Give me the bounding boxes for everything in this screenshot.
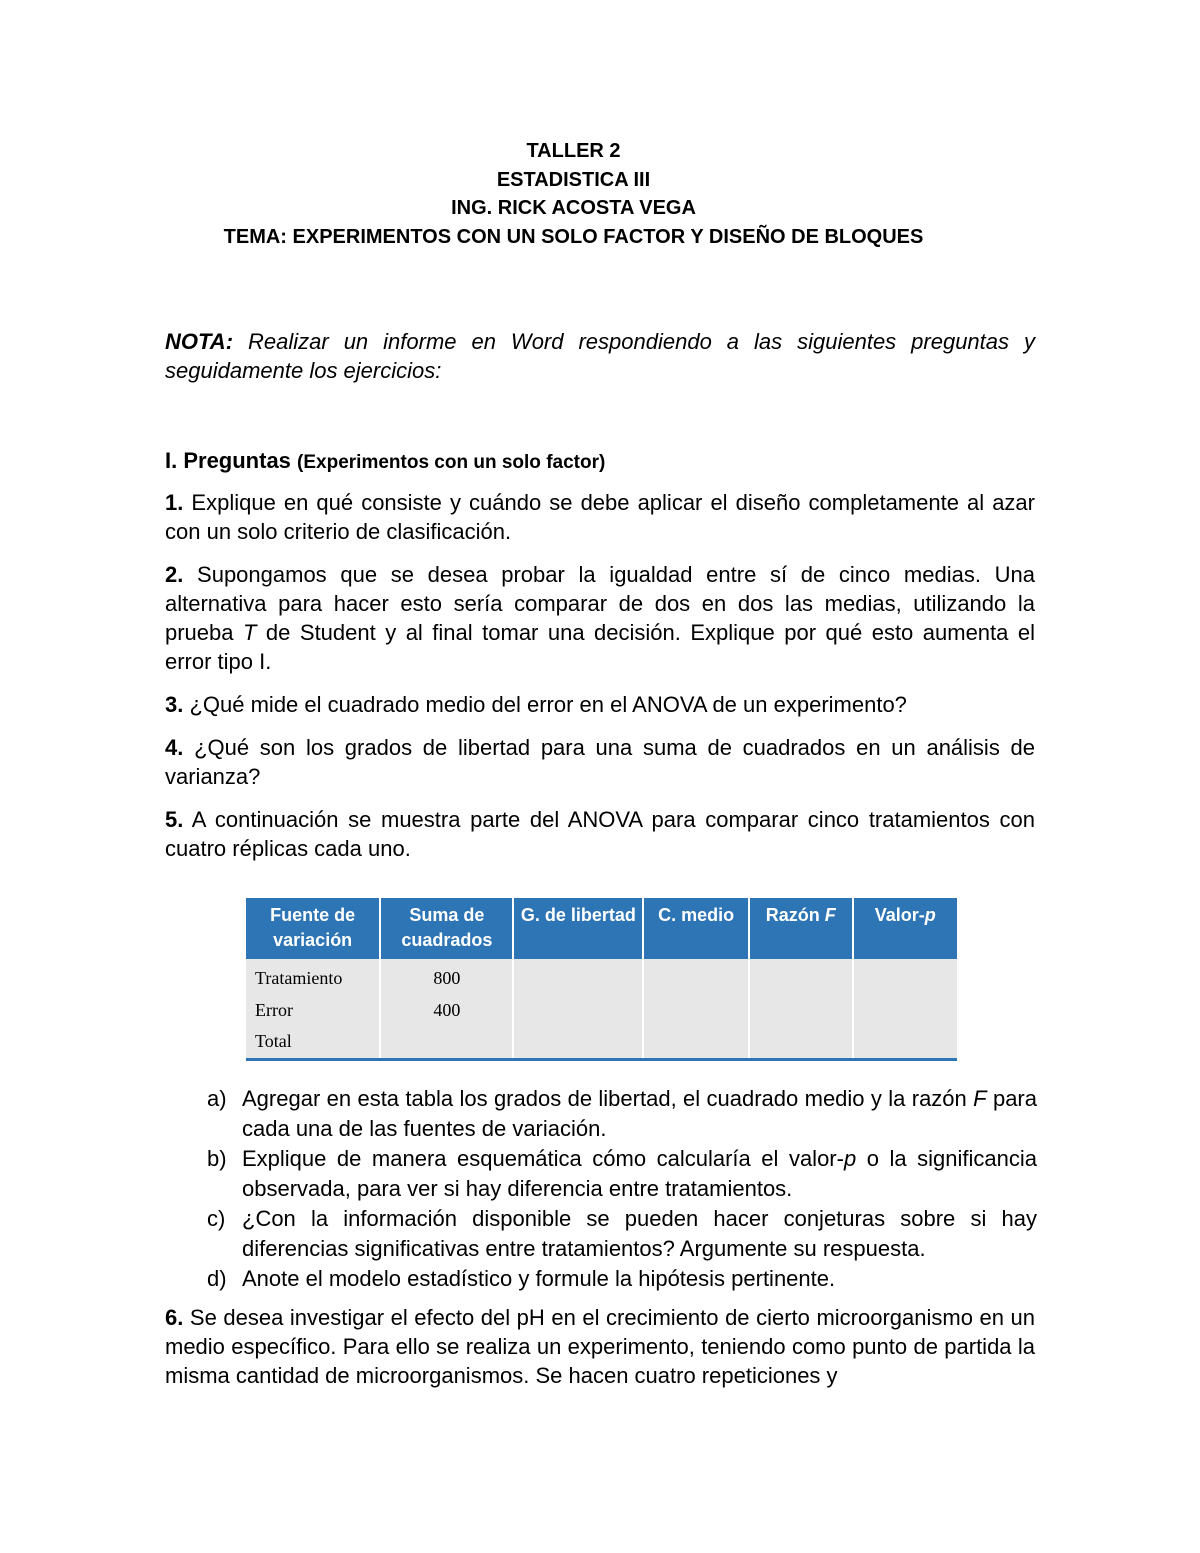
- question-italic: T: [243, 620, 257, 645]
- question-2: [165, 560, 1035, 676]
- anova-table: [246, 898, 957, 1061]
- list-marker: c): [207, 1206, 226, 1231]
- list-marker: a): [207, 1086, 227, 1111]
- question-5: [165, 805, 1035, 863]
- anova-f-cell: [749, 959, 853, 1059]
- table-cell: Tratamiento: [255, 968, 343, 988]
- question-number: 6.: [165, 1305, 184, 1330]
- list-marker: b): [207, 1146, 227, 1171]
- question-number: 4.: [165, 735, 184, 760]
- question-3: [165, 690, 1035, 719]
- question-text: de Student y al final tomar una decisión. Explique por qué esto aumenta el error tipo I.: [165, 620, 1035, 674]
- anova-df-cell: [513, 959, 643, 1059]
- anova-header-row: [246, 898, 957, 959]
- list-text: Anote el modelo estadístico y formule la hipótesis pertinente.: [242, 1266, 836, 1291]
- nota-text: Realizar un informe en Word respondiendo a las siguientes preguntas y seguidamente los ejercicios:: [165, 329, 1035, 383]
- question-4: [165, 733, 1035, 791]
- list-marker: d): [207, 1266, 227, 1291]
- header-taller: TALLER 2: [526, 140, 621, 162]
- anova-pvalue-cell: [853, 959, 957, 1059]
- document-header: [0, 137, 1147, 251]
- list-item-a: [207, 1084, 1037, 1143]
- header-topic: TEMA: EXPERIMENTOS CON UN SOLO FACTOR Y DISEÑO DE BLOQUES: [223, 225, 924, 248]
- anova-body-row: [246, 959, 957, 1059]
- question-text: Explique en qué consiste y cuándo se debe aplicar el diseño completamente al azar con un solo criterio de clasificación.: [165, 490, 1035, 544]
- anova-ss-cell: [380, 959, 513, 1059]
- table-cell: Error: [255, 999, 293, 1020]
- section-title: I. Preguntas: [165, 448, 291, 473]
- anova-header-pvalue: Valor-p: [853, 898, 957, 959]
- section-heading: [165, 446, 1035, 477]
- question-text: Se desea investigar el efecto del pH en el crecimiento de cierto microorganismo en un medio específico. Para ello se realiza un experimento, teniendo como punto de partida la misma cantidad de microorganismos. Se hacen cuatro repeticiones y: [165, 1305, 1035, 1388]
- table-cell: 800: [433, 968, 461, 988]
- subitems-list: [207, 1084, 1037, 1295]
- table-cell: Total: [255, 1031, 292, 1051]
- question-number: 5.: [165, 807, 184, 832]
- list-text: Explique de manera esquemática cómo calcularía el valor-p o la significancia observada, para ver si hay diferencia entre tratamientos.: [242, 1146, 1037, 1201]
- section-subtitle: (Experimentos con un solo factor): [297, 452, 606, 473]
- table-cell: [389, 1026, 504, 1058]
- header-instructor: ING. RICK ACOSTA VEGA: [451, 197, 696, 219]
- question-text: ¿Qué mide el cuadrado medio del error en el ANOVA de un experimento?: [183, 692, 907, 717]
- question-text: ¿Qué son los grados de libertad para una suma de cuadrados en un análisis de varianza?: [165, 735, 1035, 789]
- question-text: A continuación se muestra parte del ANOVA para comparar cinco tratamientos con cuatro réplicas cada uno.: [165, 807, 1035, 861]
- nota-paragraph: [165, 327, 1035, 385]
- table-cell: 400: [433, 999, 461, 1020]
- list-item-c: [207, 1204, 1037, 1263]
- anova-source-cell: [246, 959, 380, 1059]
- list-item-b: [207, 1144, 1037, 1203]
- question-number: 1.: [165, 490, 184, 515]
- header-course: ESTADISTICA III: [496, 168, 651, 191]
- question-number: 2.: [165, 562, 184, 587]
- questions-list: [165, 488, 1035, 877]
- list-item-d: [207, 1264, 1037, 1294]
- question-number: 3.: [165, 692, 184, 717]
- anova-header-source: Fuente de variación: [246, 898, 380, 959]
- question-1: [165, 488, 1035, 546]
- list-text: Agregar en esta tabla los grados de libertad, el cuadrado medio y la razón F para cada una de las fuentes de variación.: [242, 1086, 1037, 1141]
- question-6: [165, 1303, 1035, 1390]
- question-text: Supongamos que se desea probar la igualdad entre sí de cinco medias. Una alternativa para hacer esto sería comparar de dos en dos las medias, utilizando la prueba: [165, 562, 1035, 645]
- anova-header-ms: C. medio: [643, 898, 749, 959]
- anova-header-ss: Suma de cuadrados: [380, 898, 513, 959]
- anova-ms-cell: [643, 959, 749, 1059]
- anova-header-df: G. de libertad: [513, 898, 643, 959]
- nota-label: NOTA:: [165, 329, 234, 354]
- list-text: ¿Con la información disponible se pueden hacer conjeturas sobre si hay diferencias significativas entre tratamientos? Argumente su respuesta.: [242, 1206, 1037, 1261]
- anova-header-f: Razón F: [749, 898, 853, 959]
